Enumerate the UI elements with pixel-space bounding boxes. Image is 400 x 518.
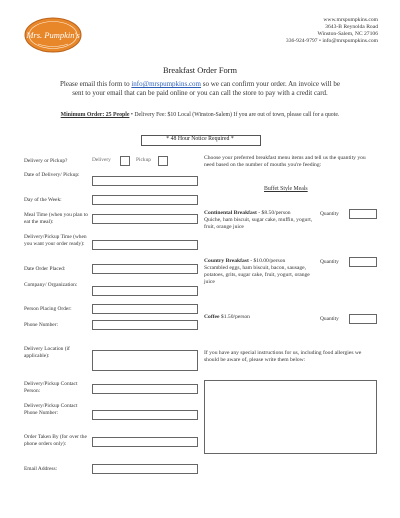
contact-phone-field[interactable] <box>92 410 198 420</box>
delivery-pickup-label: Delivery or Pickup? <box>24 158 68 164</box>
country-price: - $10.00/person <box>248 258 286 264</box>
pickup-checkbox[interactable] <box>158 156 168 166</box>
continental-quantity-field[interactable] <box>349 209 377 219</box>
phone-field[interactable] <box>92 320 198 330</box>
store-city: Winston-Salem, NC 27106 <box>317 31 378 37</box>
menu-instructions: Choose your preferred breakfast menu items and tell us the quantity you need based on the number of mouths you're feeding: <box>204 155 366 168</box>
form-title: Breakfast Order Form <box>163 66 237 75</box>
coffee-name <box>204 314 250 320</box>
country-quantity-field[interactable] <box>349 257 377 267</box>
delivery-location-label: Delivery Location (if applicable): <box>24 346 70 359</box>
order-taken-by-field[interactable] <box>92 437 198 447</box>
email-link[interactable]: info@mrspumpkins.com <box>131 80 201 88</box>
delivery-time-label: Delivery/Pickup Time (when you want your order ready): <box>24 234 87 247</box>
company-field[interactable] <box>92 286 198 296</box>
coffee-quantity-field[interactable] <box>349 314 377 324</box>
delivery-location-field[interactable] <box>92 350 198 371</box>
country-name <box>204 258 285 264</box>
date-delivery-label: Date of Delivery/ Pickup: <box>24 172 80 178</box>
store-street: 3643-B Reynolda Road <box>325 24 378 30</box>
contact-phone-label: Delivery/Pickup Contact Phone Number: <box>24 403 78 416</box>
delivery-option-label: Delivery <box>92 157 111 163</box>
pickup-option-label: Pickup <box>136 157 151 163</box>
continental-quantity-label: Quantity <box>320 211 339 217</box>
special-instructions-text: If you have any special instructions for us, including food allergies we should be aware of, please write them below: <box>204 350 362 363</box>
continental-title: Continental Breakfast <box>204 210 257 216</box>
contact-person-label: Delivery/Pickup Contact Person: <box>24 381 78 394</box>
delivery-fee-text: • Delivery Fee: $10 Local (Winston-Salem) If you are out of town, please call for a quote. <box>129 112 340 118</box>
continental-price: - $8.50/person <box>256 210 291 216</box>
coffee-title: Coffee <box>204 314 220 320</box>
date-delivery-field[interactable] <box>92 176 198 186</box>
country-title: Country Breakfast <box>204 258 249 264</box>
store-website: www.mrspumpkins.com <box>323 17 378 23</box>
email-field[interactable] <box>92 464 198 474</box>
phone-label: Phone Number: <box>24 322 58 328</box>
minimum-order-line <box>50 112 350 119</box>
date-ordered-field[interactable] <box>92 264 198 274</box>
order-taken-by-label: Order Taken By (for over the phone orders only): <box>24 434 87 447</box>
country-desc: Scrambled eggs, ham biscuit, bacon, sausage, potatoes, grits, sugar cake, fruit, yogurt, orange juice <box>204 265 310 285</box>
special-instructions-field[interactable] <box>204 380 377 454</box>
notice-text: * 48 Hour Notice Required * <box>166 136 234 142</box>
country-quantity-label: Quantity <box>320 259 339 265</box>
coffee-quantity-label: Quantity <box>320 316 339 322</box>
continental-desc: Quiche, ham biscuit, sugar cake, muffin, yogurt, fruit, orange juice <box>204 217 313 230</box>
coffee-price: $1.50/person <box>219 314 250 320</box>
intro-text-after: so we can confirm your order. An invoice will be sent to your email that can be paid online or you can call the store to pay with a credit card. <box>72 80 340 97</box>
meal-time-field[interactable] <box>92 214 198 224</box>
person-placing-label: Person Placing Order: <box>24 306 72 312</box>
contact-person-field[interactable] <box>92 384 198 394</box>
minimum-order-label: Minimum Order: 25 People <box>60 112 130 118</box>
company-label: Company/ Organization: <box>24 282 78 288</box>
meal-time-label: Meal Time (when you plan to eat the meal): <box>24 212 88 225</box>
mrs-pumpkins-logo <box>24 16 82 54</box>
continental-name <box>204 210 291 216</box>
form-intro <box>55 80 345 98</box>
store-phone-email: 336-924-9797 • info@mrspumpkins.com <box>285 38 378 44</box>
buffet-heading: Buffet Style Meals <box>264 186 308 192</box>
person-placing-field[interactable] <box>92 304 198 314</box>
delivery-time-field[interactable] <box>92 240 198 250</box>
email-label: Email Address: <box>24 466 58 472</box>
date-ordered-label: Date Order Placed: <box>24 266 66 272</box>
day-of-week-field[interactable] <box>92 195 198 205</box>
logo-text: Mrs. Pumpkin's <box>26 30 80 40</box>
intro-text-before: Please email this form to <box>60 80 132 88</box>
day-of-week-label: Day of the Week: <box>24 197 62 203</box>
delivery-checkbox[interactable] <box>120 156 130 166</box>
